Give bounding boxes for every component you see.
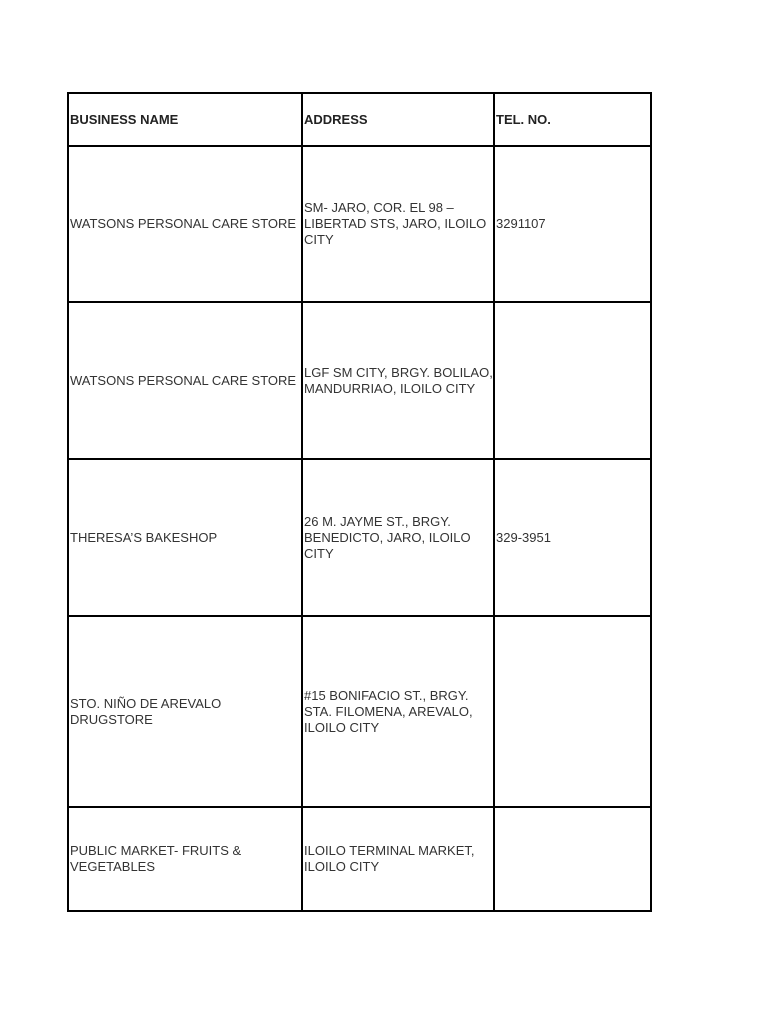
header-tel-no: TEL. NO.	[494, 93, 651, 146]
cell-address: LGF SM CITY, BRGY. BOLILAO, MANDURRIAO, ILOILO CITY	[302, 302, 494, 459]
cell-business-name: WATSONS PERSONAL CARE STORE	[68, 302, 302, 459]
table-row	[68, 302, 651, 459]
header-business-name: BUSINESS NAME	[68, 93, 302, 146]
cell-business-name: THERESA’S BAKESHOP	[68, 459, 302, 616]
cell-business-name: STO. NIÑO DE AREVALO DRUGSTORE	[68, 616, 302, 807]
business-table	[67, 92, 652, 912]
table-row	[68, 459, 651, 616]
cell-address: SM- JARO, COR. EL 98 – LIBERTAD STS, JARO, ILOILO CITY	[302, 146, 494, 302]
table-row	[68, 616, 651, 807]
cell-tel-no	[494, 616, 651, 807]
header-row	[68, 93, 651, 146]
header-address: ADDRESS	[302, 93, 494, 146]
cell-tel-no	[494, 807, 651, 911]
cell-business-name: PUBLIC MARKET- FRUITS & VEGETABLES	[68, 807, 302, 911]
cell-address: 26 M. JAYME ST., BRGY. BENEDICTO, JARO, ILOILO CITY	[302, 459, 494, 616]
table-row	[68, 146, 651, 302]
cell-business-name: WATSONS PERSONAL CARE STORE	[68, 146, 302, 302]
cell-tel-no: 3291107	[494, 146, 651, 302]
cell-address: #15 BONIFACIO ST., BRGY. STA. FILOMENA, AREVALO, ILOILO CITY	[302, 616, 494, 807]
cell-tel-no	[494, 302, 651, 459]
cell-tel-no: 329-3951	[494, 459, 651, 616]
table-row	[68, 807, 651, 911]
cell-address: ILOILO TERMINAL MARKET, ILOILO CITY	[302, 807, 494, 911]
